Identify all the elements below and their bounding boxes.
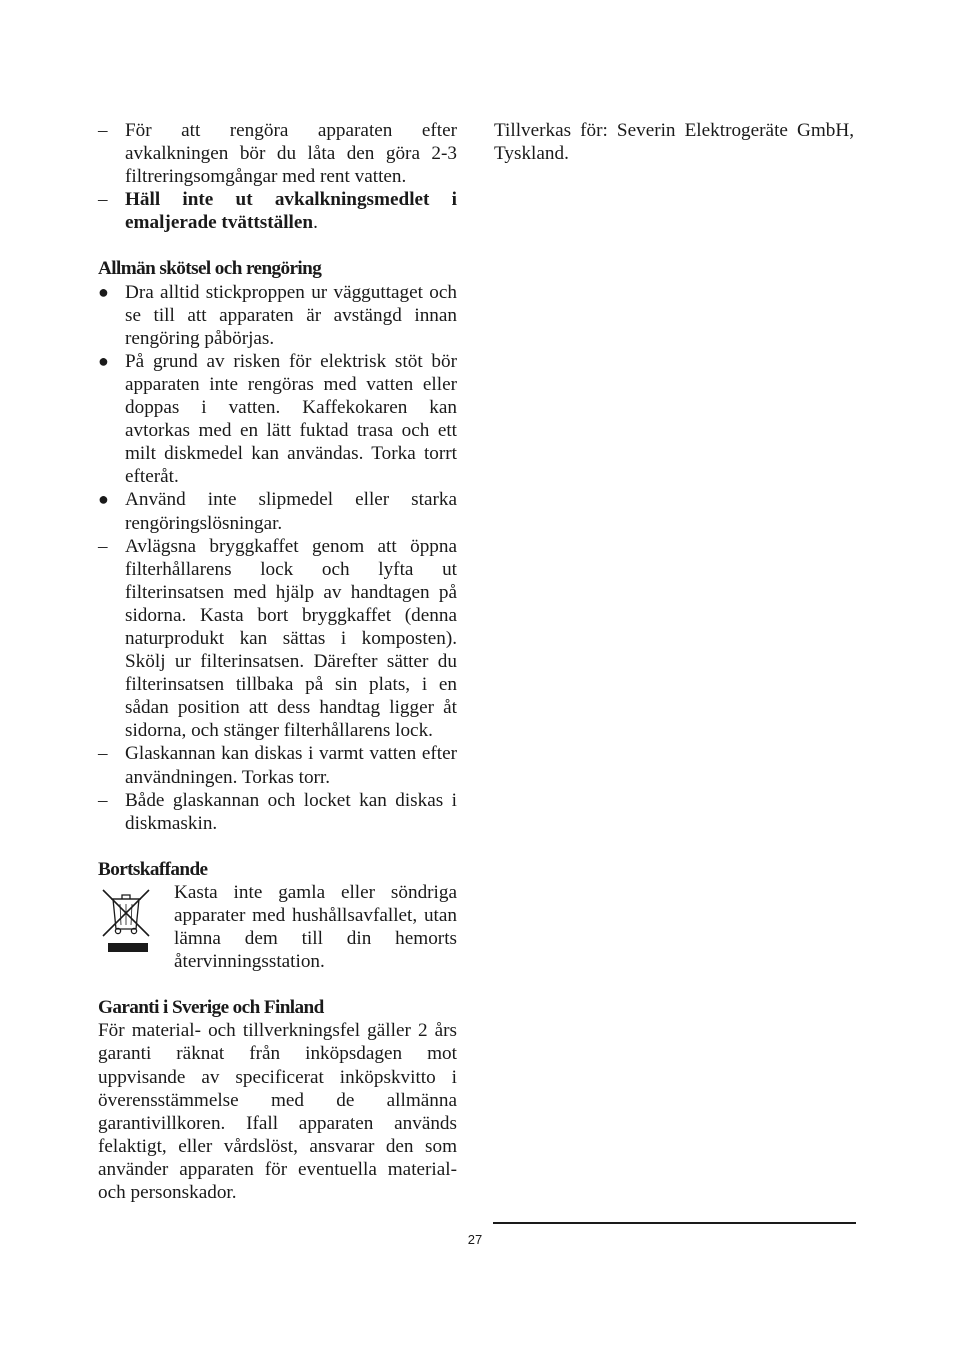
- crossed-out-wheelie-bin-icon: [98, 885, 154, 953]
- list-item: [98, 488, 457, 534]
- list-item-text: På grund av risken för elektrisk stöt bör apparaten inte rengöras med vatten eller doppas i vatten. Kaffekokaren kan avtorkas med en lätt fuktad trasa och ett milt diskmedel kan användas. Torka torrt efteråt.: [125, 350, 457, 488]
- list-item-text: Använd inte slipmedel eller starka rengöringslösningar.: [125, 489, 457, 534]
- list-item-text: För att rengöra apparaten efter avkalkningen bör du låta den göra 2-3 filtreringsomgångar med rent vatten.: [125, 120, 457, 188]
- warning-text: Häll inte ut avkalkningsmedlet i emaljerade tvättställen: [125, 189, 457, 234]
- list-item-text: Glaskannan kan diskas i varmt vatten efter användningen. Torkas torr.: [125, 743, 457, 788]
- list-item-text: Dra alltid stickproppen ur vägguttaget och se till att apparaten är avstängd innan rengöring påbörjas.: [125, 281, 457, 349]
- section-heading-disposal: Bortskaffande: [98, 858, 208, 880]
- footer-rule: [493, 1222, 856, 1224]
- bullet-dot-icon: ●: [98, 489, 109, 510]
- list-item: [98, 281, 457, 350]
- right-column: [494, 119, 854, 165]
- left-column: [98, 119, 457, 1204]
- list-item-warning: [98, 188, 457, 234]
- dash-bullet: –: [98, 789, 108, 811]
- dash-bullet: –: [98, 189, 108, 211]
- dash-bullet: –: [98, 743, 108, 765]
- list-item: [98, 535, 457, 743]
- list-item: [98, 119, 457, 188]
- disposal-text: Kasta inte gamla eller söndriga apparater med hushållsavfallet, utan lämna dem till din hemorts återvinningsstation.: [174, 881, 457, 973]
- list-item-text: Avlägsna bryggkaffet genom att öppna filterhållarens lock och lyfta ut filterinsatsen med hjälp av handtagen på sidorna. Kasta bort bryggkaffet (denna naturprodukt kan sättas i komposten). Skölj ur filterinsatsen. Därefter sätter du filterinsatsen tillbaka på sin plats, i en sådan position att dess handtag ligger åt sidorna, och stänger filterhållarens lock.: [125, 535, 457, 742]
- section-heading-warranty: Garanti i Sverige och Finland: [98, 997, 324, 1019]
- disposal-block: [98, 881, 457, 973]
- section-heading-care: Allmän skötsel och rengöring: [98, 258, 322, 280]
- bullet-dot-icon: ●: [98, 350, 109, 371]
- warning-suffix: .: [313, 212, 318, 234]
- dash-bullet: –: [98, 535, 108, 557]
- list-item: [98, 789, 457, 835]
- list-item-text: Både glaskannan och locket kan diskas i diskmaskin.: [125, 789, 457, 834]
- bullet-dot-icon: ●: [98, 281, 109, 302]
- manufacturer-text: Tillverkas för: Severin Elektrogeräte GmbH, Tyskland.: [494, 120, 854, 165]
- list-item: [98, 742, 457, 788]
- list-item: [98, 350, 457, 489]
- dash-bullet: –: [98, 120, 108, 141]
- page-number: 27: [467, 1232, 483, 1247]
- warranty-text: För material- och tillverkningsfel gäller 2 års garanti räknat från inköpsdagen mot uppvisande av specificerat inköpskvitto i överensstämmelse med de allmänna garantivillkoren. Ifall apparaten används felaktigt, eller vårdslöst, ansvarar den som använder apparaten för eventuella material- och personskador.: [98, 1020, 457, 1204]
